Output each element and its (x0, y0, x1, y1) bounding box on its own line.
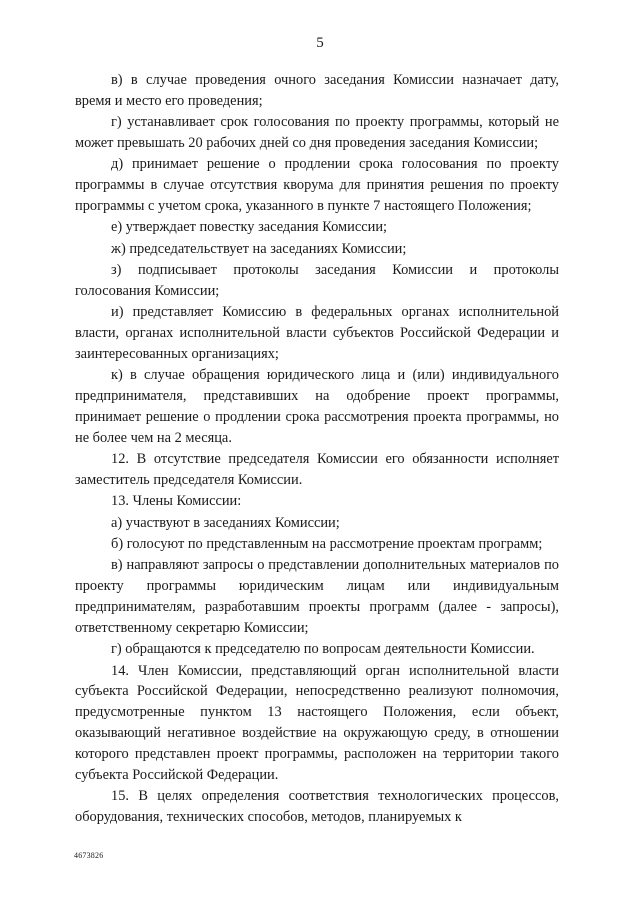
document-id: 4673826 (74, 851, 104, 860)
document-body (75, 70, 559, 828)
paragraph-v-meeting-date: в) в случае проведения очного заседания Комиссии назначает дату, время и место его проведения; (75, 72, 559, 109)
paragraph-k-extend-review: к) в случае обращения юридического лица и (или) индивидуального предпринимателя, представивших на одобрение проект программы, принимает решение о продлении срока рассмотрения проекта программы, но не более чем на 2 месяца. (75, 367, 559, 446)
paragraph-a-participate: а) участвуют в заседаниях Комиссии; (111, 514, 340, 531)
paragraph-d-extend-voting: д) принимает решение о продлении срока голосования по проекту программы в случае отсутствия кворума для принятия решения по проекту программы с учетом срока, указанного в пункте 7 настоящего Положения; (75, 156, 559, 214)
paragraph-14-regional-member: 14. Член Комиссии, представляющий орган исполнительной власти субъекта Российской Федерации, непосредственно реализуют полномочия, предусмотренные пунктом 13 настоящего Положения, если объект, оказывающий негативное воздействие на окружающую среду, в отношении которого представлен проект программы, расположен на территории такого субъекта Российской Федерации. (75, 662, 559, 783)
paragraph-12-deputy: 12. В отсутствие председателя Комиссии его обязанности исполняет заместитель председателя Комиссии. (75, 451, 559, 488)
page-number: 5 (316, 35, 324, 51)
paragraph-z-signs-protocols: з) подписывает протоколы заседания Комиссии и протоколы голосования Комиссии; (75, 262, 559, 299)
paragraph-zh-presides: ж) председательствует на заседаниях Комиссии; (111, 240, 407, 257)
paragraph-g-voting-term: г) устанавливает срок голосования по проекту программы, который не может превышать 20 рабочих дней со дня проведения заседания Комиссии; (75, 114, 559, 151)
paragraph-g-appeal: г) обращаются к председателю по вопросам деятельности Комиссии. (111, 641, 535, 658)
paragraph-v-requests: в) направляют запросы о представлении дополнительных материалов по проекту программы юридическим лицам или индивидуальным предпринимателям, разработавшим проекты программ (далее - запросы), ответственному секретарю Комиссии; (75, 557, 559, 636)
paragraph-13-members: 13. Члены Комиссии: (111, 493, 242, 510)
paragraph-b-vote: б) голосуют по представленным на рассмотрение проектам программ; (111, 536, 543, 553)
paragraph-e-agenda: е) утверждает повестку заседания Комиссии; (111, 219, 388, 236)
paragraph-i-represents: и) представляет Комиссию в федеральных органах исполнительной власти, органах исполнительной власти субъектов Российской Федерации и заинтересованных организациях; (75, 304, 559, 362)
paragraph-15-compliance: 15. В целях определения соответствия технологических процессов, оборудования, технических способов, методов, планируемых к (75, 788, 559, 825)
